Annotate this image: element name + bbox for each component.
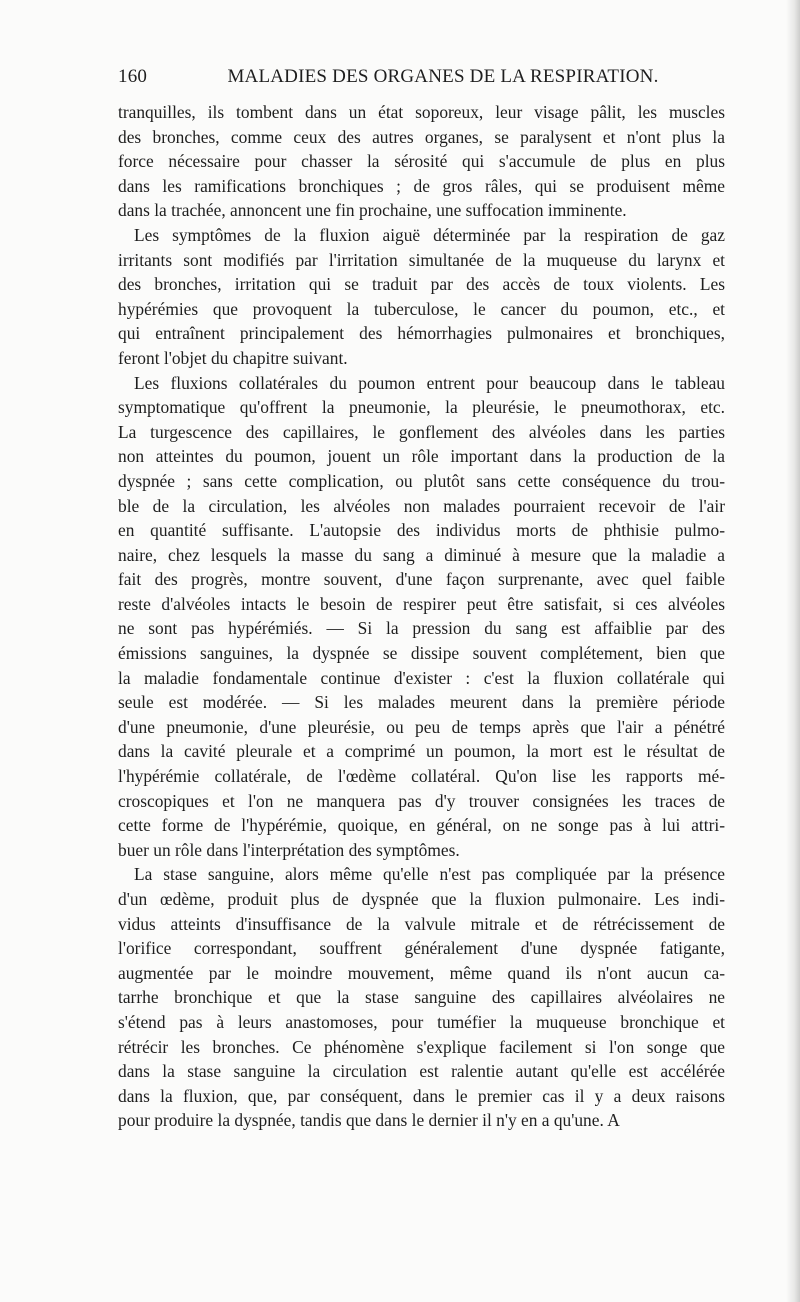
text-line: ble de la circulation, les alvéoles non malades pourraient recevoir de l'air xyxy=(118,495,725,516)
page-number: 160 xyxy=(118,66,148,87)
text-line: La stase sanguine, alors même qu'elle n'est pas compliquée par la présence xyxy=(134,864,725,885)
text-line: fait des progrès, montre souvent, d'une façon surprenante, avec quel faible xyxy=(118,569,725,590)
text-line: l'hypérémie collatérale, de l'œdème collatéral. Qu'on lise les rapports mé- xyxy=(118,766,725,787)
text-line: pour produire la dyspnée, tandis que dans le dernier il n'y en a qu'une. A xyxy=(118,1110,620,1131)
text-line: naire, chez lesquels la masse du sang a diminué à mesure que la maladie a xyxy=(118,544,725,565)
text-line: croscopiques et l'on ne manquera pas d'y trouver consignées les traces de xyxy=(118,790,725,811)
page-edge-shadow xyxy=(786,0,800,1302)
text-line: reste d'alvéoles intacts le besoin de respirer peut être satisfait, si ces alvéoles xyxy=(118,593,725,614)
running-title: MALADIES DES ORGANES DE LA RESPIRATION. xyxy=(227,66,659,87)
text-line: des bronches, irritation qui se traduit par des accès de toux violents. Les xyxy=(118,274,725,295)
text-line: l'orifice correspondant, souffrent généralement d'une dyspnée fatigante, xyxy=(118,938,725,959)
page-header xyxy=(118,66,718,96)
text-line: s'étend pas à leurs anastomoses, pour tuméfier la muqueuse bronchique et xyxy=(118,1011,725,1032)
text-line: force nécessaire pour chasser la sérosité qui s'accumule de plus en plus xyxy=(118,151,725,172)
text-line: seule est modérée. — Si les malades meurent dans la première période xyxy=(118,692,725,713)
text-line: dyspnée ; sans cette complication, ou plutôt sans cette conséquence du trou- xyxy=(118,470,725,491)
text-line: rétrécir les bronches. Ce phénomène s'explique facilement si l'on songe que xyxy=(118,1036,725,1057)
text-line: feront l'objet du chapitre suivant. xyxy=(118,347,348,368)
text-line: La turgescence des capillaires, le gonflement des alvéoles dans les parties xyxy=(118,421,725,442)
paragraph xyxy=(118,862,725,1133)
text-line: non atteintes du poumon, jouent un rôle important dans la production de la xyxy=(118,446,725,467)
text-line: en quantité suffisante. L'autopsie des individus morts de phthisie pulmo- xyxy=(118,520,725,541)
text-line: cette forme de l'hypérémie, quoique, en général, on ne songe pas à lui attri- xyxy=(118,815,725,836)
paragraph xyxy=(118,371,725,863)
text-line: émissions sanguines, la dyspnée se dissipe souvent complétement, bien que xyxy=(118,643,725,664)
text-line: symptomatique qu'offrent la pneumonie, la pleurésie, le pneumothorax, etc. xyxy=(118,397,725,418)
text-line: dans la cavité pleurale et a comprimé un poumon, la mort est le résultat de xyxy=(118,741,725,762)
text-line: ne sont pas hypérémiés. — Si la pression du sang est affaiblie par des xyxy=(118,618,725,639)
text-line: hypérémies que provoquent la tuberculose, le cancer du poumon, etc., et xyxy=(118,298,725,319)
text-line: d'un œdème, produit plus de dyspnée que la fluxion pulmonaire. Les indi- xyxy=(118,889,725,909)
body-text xyxy=(118,100,725,1133)
text-line: buer un rôle dans l'interprétation des symptômes. xyxy=(118,839,460,860)
text-line: Les symptômes de la fluxion aiguë déterminée par la respiration de gaz xyxy=(134,224,725,245)
text-line: Les fluxions collatérales du poumon entrent pour beaucoup dans le tableau xyxy=(134,372,725,393)
text-line: des bronches, comme ceux des autres organes, se paralysent et n'ont plus la xyxy=(118,126,725,147)
text-line: tranquilles, ils tombent dans un état soporeux, leur visage pâlit, les muscles xyxy=(118,102,725,122)
text-line: tarrhe bronchique et que la stase sanguine des capillaires alvéolaires ne xyxy=(118,987,725,1008)
text-line: vidus atteints d'insuffisance de la valvule mitrale et de rétrécissement de xyxy=(118,913,725,934)
paragraph xyxy=(118,223,725,371)
text-line: dans la fluxion, que, par conséquent, dans le premier cas il y a deux raisons xyxy=(118,1085,725,1106)
text-line: d'une pneumonie, d'une pleurésie, ou peu de temps après que l'air a pénétré xyxy=(118,716,725,737)
text-line: la maladie fondamentale continue d'exister : c'est la fluxion collatérale qui xyxy=(118,667,725,688)
text-line: irritants sont modifiés par l'irritation simultanée de la muqueuse du larynx et xyxy=(118,249,725,270)
text-line: qui entraînent principalement des hémorrhagies pulmonaires et bronchiques, xyxy=(118,323,725,344)
text-line: dans la trachée, annoncent une fin prochaine, une suffocation imminente. xyxy=(118,200,627,221)
text-line: dans la stase sanguine la circulation est ralentie autant qu'elle est accélérée xyxy=(118,1061,725,1082)
text-line: augmentée par le moindre mouvement, même quand ils n'ont aucun ca- xyxy=(118,962,725,983)
text-line: dans les ramifications bronchiques ; de gros râles, qui se produisent même xyxy=(118,175,725,196)
paragraph xyxy=(118,100,725,223)
